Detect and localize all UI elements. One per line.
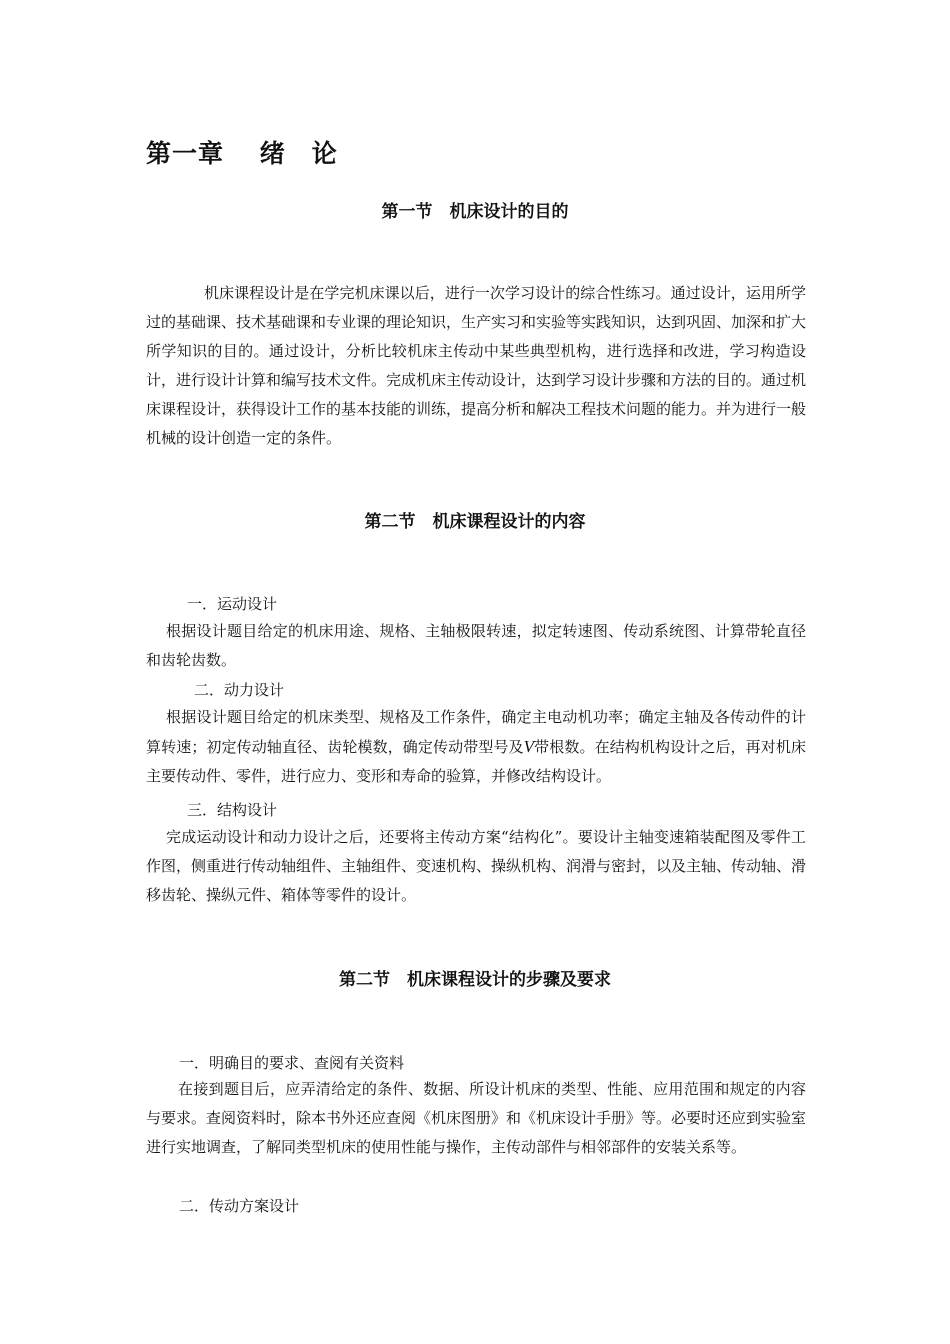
subheading-structure-design: 三．结构设计	[187, 801, 278, 819]
paragraph-power-design	[146, 703, 806, 791]
power-text-before: 根据设计题目给定的机床类型、规格及工作条件，确定主电动机功率；确定主轴及各传动件的计算转速；初定传动轴直径、齿轮模数，确定传动带型号及	[146, 708, 806, 756]
paragraph-motion-design: 根据设计题目给定的机床用途、规格、主轴极限转速，拟定转速图、传动系统图、计算带轮直径和齿轮齿数。	[146, 622, 806, 669]
power-text-after: 带根数。在结构机构设计之后，再对机床主要传动件、零件，进行应力、变形和寿命的验算，并修改结构设计。	[146, 738, 806, 785]
section-3-title: 第二节 机床课程设计的步骤及要求	[339, 970, 611, 990]
chapter-title: 第一章 绪 论	[146, 139, 338, 168]
subheading-power-design: 二．动力设计	[194, 681, 285, 699]
paragraph-requirements: 在接到题目后，应弄清给定的条件、数据、所设计机床的类型、性能、应用范围和规定的内容与要求。查阅资料时，除本书外还应查阅《机床图册》和《机床设计手册》等。必要时还应到实验室进行实地调查，了解同类型机床的使用性能与操作，主传动部件与相邻部件的安装关系等。	[146, 1080, 807, 1156]
section-1-title: 第一节 机床设计的目的	[381, 202, 569, 222]
subheading-transmission-scheme: 二．传动方案设计	[179, 1197, 300, 1215]
section-2-title: 第二节 机床课程设计的内容	[364, 512, 586, 532]
subheading-motion-design: 一．运动设计	[187, 595, 278, 613]
belt-type-symbol: V	[523, 737, 535, 756]
paragraph-structure-design: 完成运动设计和动力设计之后，还要将主传动方案“结构化”。要设计主轴变速箱装配图及零件工作图，侧重进行传动轴组件、主轴组件、变速机构、操纵机构、润滑与密封，以及主轴、传动轴、滑移齿轮、操纵元件、箱体等零件的设计。	[146, 828, 807, 904]
subheading-requirements: 一．明确目的要求、查阅有关资料	[179, 1054, 405, 1072]
section-1-paragraph: 机床课程设计是在学完机床课以后，进行一次学习设计的综合性练习。通过设计，运用所学过的基础课、技术基础课和专业课的理论知识，生产实习和实验等实践知识，达到巩固、加深和扩大所学知识的目的。通过设计，分析比较机床主传动中某些典型机构，进行选择和改进，学习构造设计，进行设计计算和编写技术文件。完成机床主传动设计，达到学习设计步骤和方法的目的。通过机床课程设计，获得设计工作的基本技能的训练，提高分析和解决工程技术问题的能力。并为进行一般机械的设计创造一定的条件。	[146, 284, 807, 447]
